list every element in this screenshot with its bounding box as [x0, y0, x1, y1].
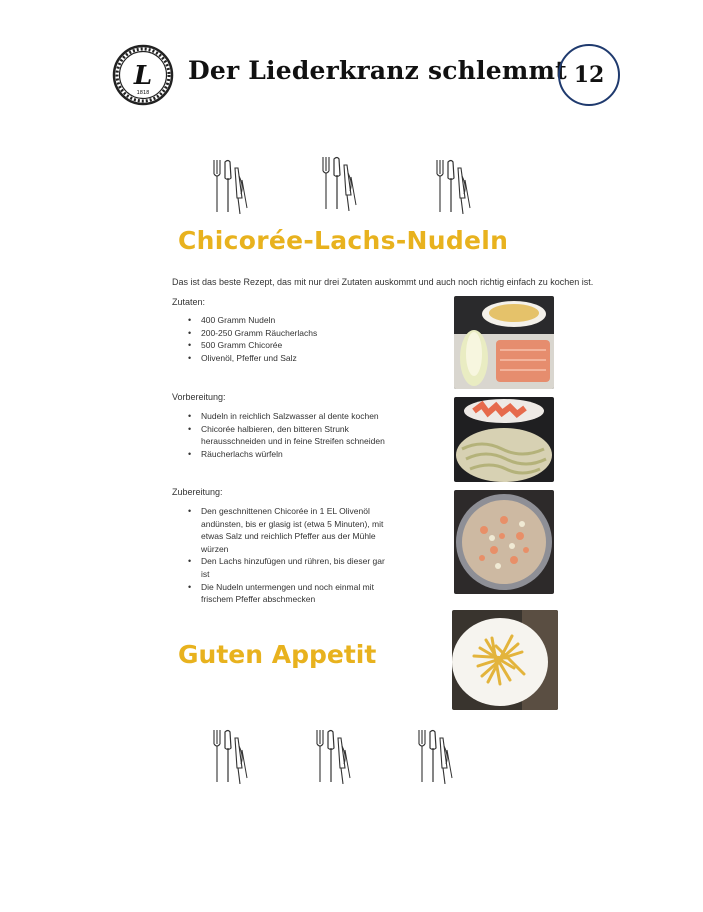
page-number	[558, 44, 620, 106]
preparation-list	[185, 410, 400, 460]
ingredients-list	[185, 314, 435, 364]
cutlery-icon	[431, 156, 471, 214]
recipe-title: Chicorée-Lachs-Nudeln	[178, 226, 509, 255]
list-item: • Nudeln in reichlich Salzwasser al dente kochen	[185, 410, 400, 423]
list-item: • Den Lachs hinzufügen und rühren, bis dieser gar ist	[185, 555, 385, 580]
list-item: • Die Nudeln untermengen und noch einmal mit frischem Pfeffer abschmecken	[185, 581, 385, 606]
list-item: • 500 Gramm Chicorée	[185, 339, 435, 352]
list-item: • Den geschnittenen Chicorée in 1 EL Olivenöl andünsten, bis er glasig ist (etwa 5 Minuten), mit etwas Salz und reichlich Pfeffer aus der Mühle würzen	[185, 505, 385, 555]
list-item: • Räucherlachs würfeln	[185, 448, 400, 461]
recipe-intro: Das ist das beste Rezept, das mit nur drei Zutaten auskommt und auch noch richtig einfach zu kochen ist.	[172, 277, 594, 287]
preparation-label: Vorbereitung:	[172, 392, 226, 402]
closing-text: Guten Appetit	[178, 640, 377, 669]
page-number-text: 12	[573, 62, 605, 88]
cutlery-icon	[413, 726, 453, 784]
preparation-photo	[454, 397, 554, 482]
cooking-list	[185, 505, 385, 606]
cutlery-icon	[208, 156, 248, 214]
logo-letter: L	[133, 61, 153, 91]
list-item: • Olivenöl, Pfeffer und Salz	[185, 352, 435, 365]
dish-photo	[452, 610, 558, 710]
liederkranz-logo-icon	[112, 44, 174, 106]
cooking-photo	[454, 490, 554, 594]
header-title: Der Liederkranz schlemmt	[188, 56, 567, 85]
list-item: • 200-250 Gramm Räucherlachs	[185, 327, 435, 340]
logo-year: 1818	[136, 90, 150, 96]
cutlery-icon	[311, 726, 351, 784]
ingredients-label: Zutaten:	[172, 297, 206, 307]
list-item: • 400 Gramm Nudeln	[185, 314, 435, 327]
ingredients-photo	[454, 296, 554, 389]
cutlery-icon	[208, 726, 248, 784]
list-item: • Chicorée halbieren, den bitteren Strunk herausschneiden und in feine Streifen schneiden	[185, 423, 400, 448]
cooking-label: Zubereitung:	[172, 487, 223, 497]
cutlery-icon	[317, 153, 357, 211]
